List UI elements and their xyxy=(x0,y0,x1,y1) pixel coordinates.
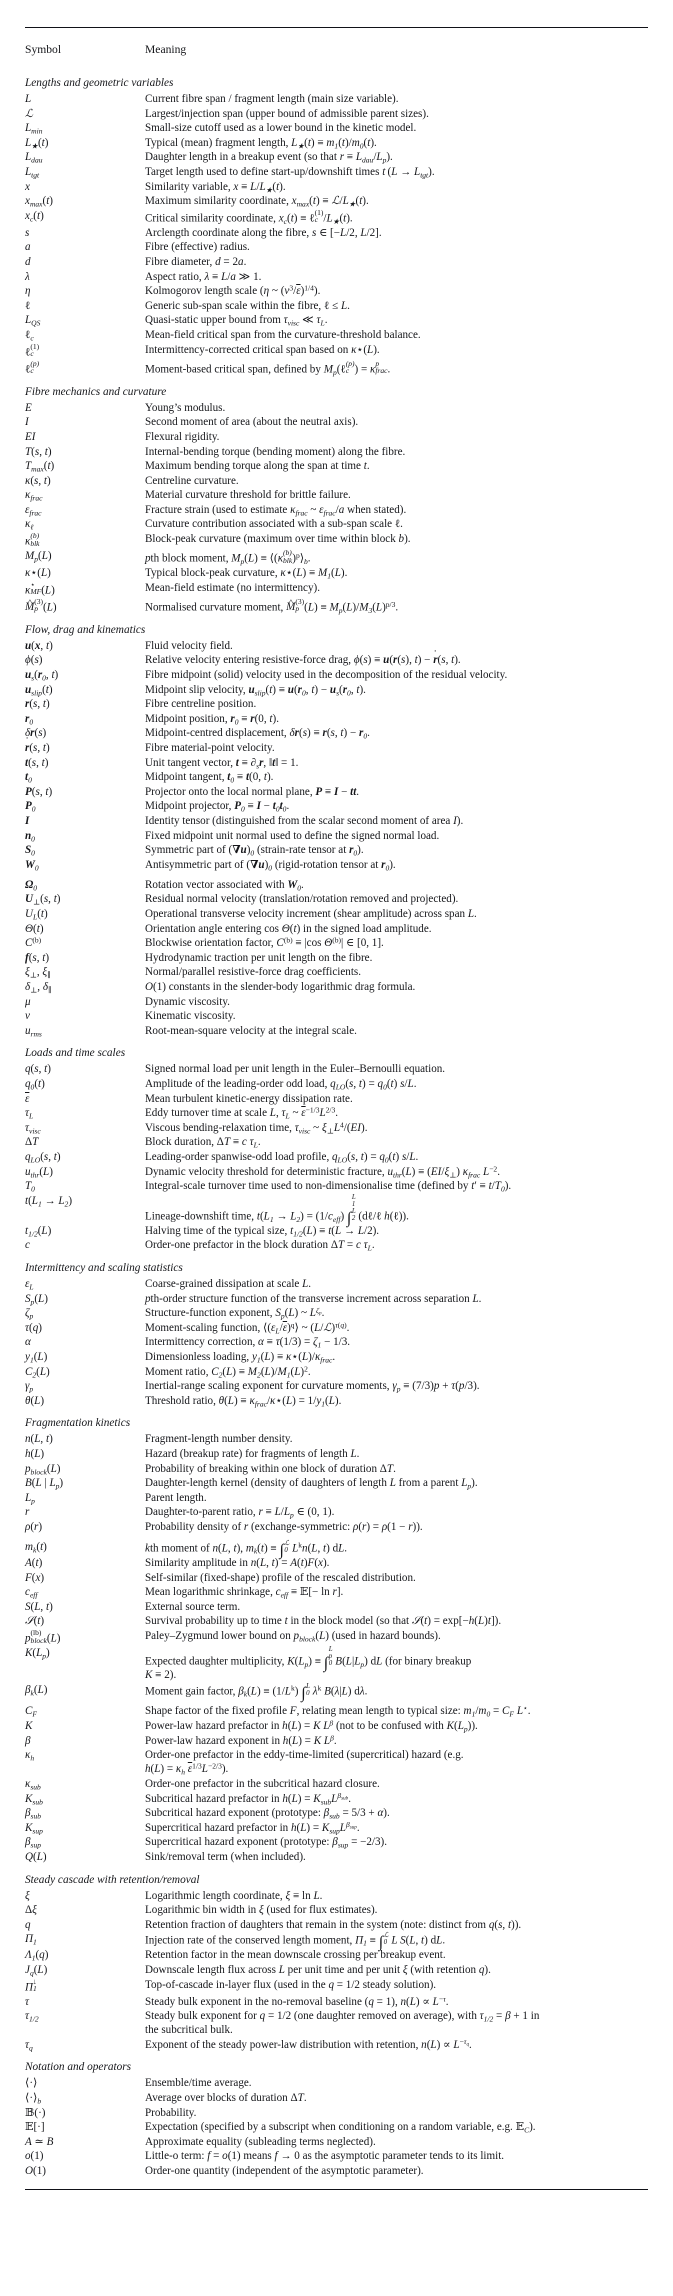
table-row: $L_{dau}$ Daughter length in a breakup event (so that $r \equiv L_{dau}/L_p$). xyxy=(25,151,393,165)
table-row: τ(q) Moment-scaling function, $⟨(\varepsilon_L/\overline{\varepsilon})^q⟩$ ~ (L/ℒ)$^{\tau(q)}$. xyxy=(25,1320,350,1336)
table-row: $C_F$ Shape factor of the fixed profile F, relating mean length to typical size: $m_1/m_0 = C_F$ L⋆. xyxy=(25,1703,531,1719)
table-row: $\Pi_1$ Injection rate of the conserved length moment, $\Pi_1$ ≡ ∫ ℒ 0 L S(L, t) dL. xyxy=(25,1932,446,1952)
group-heading-loads-time: Loads and time scales xyxy=(25,1047,126,1060)
table-row: $\beta_k(L)$ Moment gain factor, $\beta_k(L) \equiv (1/L^k)$ ∫ L 0 $\lambda^k$ B(λ|L) dλ. xyxy=(25,1683,368,1702)
table-row: $L_{tgt}$ Target length used to define start-up/downshift times t $(L \to L_{tgt})$. xyxy=(25,166,435,180)
table-row: ⟨·⟩ Ensemble/time average. xyxy=(25,2077,252,2090)
table-row: ρ(r) Probability density of r (exchange-symmetric: ρ(r) = ρ(1 − r)). xyxy=(25,1521,423,1534)
table-row: S(L, t) External source term. xyxy=(25,1600,241,1613)
table-row: $\tau_L$ Eddy turnover time at scale L, $\tau_L$ ~ $\overline{\varepsilon}^{-1/3}L^{2/3}$. xyxy=(25,1105,339,1121)
table-row: δr(s) Midpoint-centred displacement, δr(s) ≡ r(s, $t) - r_0$. xyxy=(25,727,370,741)
table-row: $S_0$ Symmetric part of $(\nabla u)_0$ (strain-rate tensor at $r_0$). xyxy=(25,844,364,858)
table-row: $\overline{\varepsilon}$ Mean turbulent kinetic-energy dissipation rate. xyxy=(25,1092,353,1105)
table-row: $u_{thr}(L)$ Dynamic velocity threshold for deterministic fracture, $u_{thr}(L) \equiv (EI/\xi_\perp)$ $\kappa_{frac}$ $L^{-2}$. xyxy=(25,1164,500,1180)
table-row: ΔT Block duration, ΔT ≡ c $\tau_L$. xyxy=(25,1136,261,1150)
group-heading-lengths: Lengths and geometric variables xyxy=(25,77,174,89)
table-row: κ (b) blk Block-peak curvature (maximum over time within block b). xyxy=(25,531,411,548)
table-row: $\tau_{visc}$ Viscous bending-relaxation time, $\tau_{visc}$ ~ $\xi_\perp L^4/(EI)$. xyxy=(25,1120,368,1136)
table-row: T(s, t) Internal-bending torque (bending moment) along the fibre. xyxy=(25,445,406,458)
table-row: EI Flexural rigidity. xyxy=(25,430,220,443)
table-row: $U_L(t)$ Operational transverse velocity increment (shear amplitude) across span L. xyxy=(25,908,477,922)
table-row: η Kolmogorov length scale (η ~ $(\nu^3/\overline{\varepsilon})^{1/4}$). xyxy=(25,283,321,298)
table-row: $L_{min}$ Small-size cutoff used as a lower bound in the kinetic model. xyxy=(25,122,417,136)
group-heading-intermittency: Intermittency and scaling statistics xyxy=(25,1261,183,1274)
table-row: $x_c(t)$ Critical similarity coordinate, $x_c(t)$ ≡ ℓ (1) c $/L_★(t)$. xyxy=(25,207,353,226)
table-row: F(x) Self-similar (fixed-shape) profile of the rescaled distribution. xyxy=(25,1571,416,1584)
table-row: $u_{rms}$ Root-mean-square velocity at the integral scale. xyxy=(25,1024,357,1039)
table-row: $u_s(r_0$, t) Fibre midpoint (solid) velocity used in the decomposition of the residual velocity. xyxy=(25,669,508,683)
table-row: $T_0$ Integral-scale turnover time used to non-dimensionalise time (defined by $t' \equiv t/T_0$). xyxy=(25,1180,512,1194)
table-row: $\varepsilon_L$ Coarse-grained dissipation at scale L. xyxy=(25,1278,312,1292)
column-header-meaning: Meaning xyxy=(145,43,187,56)
table-row: ℓ$_c$ Mean-field critical span from the curvature-threshold balance. xyxy=(25,329,421,343)
table-row: $L_★(t)$ Typical (mean) fragment length, $L_★(t) \equiv m_1(t)/m_0(t)$. xyxy=(25,136,377,151)
table-row: A ≃ B Approximate equality (subleading terms neglected). xyxy=(25,2135,376,2148)
group-heading-flow-drag: Flow, drag and kinematics xyxy=(25,623,146,636)
table-row: Q(L) Sink/removal term (when included). xyxy=(25,1850,306,1863)
table-row: $r_0$ Midpoint position, $r_0 \equiv r(0$, t). xyxy=(25,712,279,727)
table-row: $M_p(L)$ pth block moment, $M_p(L)$ ≡ ⟨(κ (b) blk )$^p⟩_b$. xyxy=(25,548,311,566)
table-row: Δξ Logarithmic bin width in ξ (used for flux estimates). xyxy=(25,1904,378,1917)
table-row: $U_\perp(s$, t) Residual normal velocity (translation/rotation removed and projected). xyxy=(25,893,459,907)
table-row: $T_{max}(t)$ Maximum bending torque along the span at time t. xyxy=(25,460,370,474)
table-row: $⟨\cdot⟩_b$ Average over blocks of duration ΔT. xyxy=(25,2092,307,2106)
table-row: $\tau_q$ Exponent of the steady power-law distribution with retention, $n(L) \propto L^{-\tau_q}$. xyxy=(25,2037,472,2053)
table-row: 𝒮(t) Survival probability up to time t in the block model (so that 𝒮(t) = exp[−h(L)t]). xyxy=(25,1615,502,1628)
table-row: $L_{QS}$ Quasi-static upper bound from $\tau_{visc}$ ≪ $\tau_L$. xyxy=(25,314,328,328)
table-row: ℓ (1) c Intermittency-corrected critical span based on κ⋆(L). xyxy=(25,341,380,359)
table-row: $\kappa_{frac}$ Material curvature threshold for brittle failure. xyxy=(25,489,351,503)
table-row: x Similarity variable, $x \equiv L/L_★(t)$. xyxy=(25,180,286,195)
table-row: ℓ Generic sub-span scale within the fibre, ℓ ≤ L. xyxy=(25,299,350,312)
table-row: $\kappa_{sub}$ Order-one prefactor in the subcritical hazard closure. xyxy=(25,1777,380,1792)
table-row: $\gamma_p$ Inertial-range scaling exponent for curvature moments, $\gamma_p \equiv (7/3)p + \tau(p/3)$. xyxy=(25,1380,480,1394)
table-row: $\kappa_\ell$ Curvature contribution associated with a sub-span scale ℓ. xyxy=(25,518,403,532)
table-row: $m_k(t)$ kth moment of n(L, t), $m_k(t)$ ≡ ∫ ℒ 0 $L^kn(L$, t) dL. xyxy=(25,1540,348,1559)
table-row: $u_{slip}(t)$ Midpoint slip velocity, $u_{slip}(t) \equiv u(r_0$, $t) - u_s(r_0$, t). xyxy=(25,683,366,698)
table-row: $t_{1/2}(L)$ Halving time of the typical size, $t_{1/2}(L) \equiv t(L \to L/2)$. xyxy=(25,1224,380,1239)
table-row: $c_{eff}$ Mean logarithmic shrinkage, $c_{eff}$ ≡ 𝔼[− ln r]. xyxy=(25,1586,344,1600)
table-row: r Daughter-to-parent ratio, $r \equiv L/L_p$ ∈ (0, 1). xyxy=(25,1506,335,1520)
table-row: p (lb) block (L) Paley–Zygmund lower bound on $p_{block}(L)$ (used in hazard bounds). xyxy=(25,1628,441,1645)
table-row: c Order-one prefactor in the block duration ΔT = c $\tau_L$. xyxy=(25,1239,375,1253)
table-row: $\beta_{sup}$ Supercritical hazard exponent (prototype: $\beta_{sup} = -2/3$). xyxy=(25,1836,388,1850)
table-row: $q_0(t)$ Amplitude of the leading-order odd load, $q_{LO}(s$, $t) = q_0(t)$ s/L. xyxy=(25,1078,417,1092)
table-row: $C^{(b)}$ Blockwise orientation factor, $C^{(b)} \equiv |\cos$ $\Theta^{(b)}|$ ∈ [0, 1]. xyxy=(25,935,384,950)
table-row: K Power-law hazard prefactor in h(L) = K $L^\beta$ (not to be confused with $K(L_p)$). xyxy=(25,1718,478,1734)
table-row: $K(L_p)$ Expected daughter multiplicity, $K(L_p)$ ≡ ∫ L p 0 $B(L|L_p)$ dL (for binary breakup K ≡ 2). xyxy=(25,1646,472,1682)
table-row: $W_0$ Antisymmetric part of $(\nabla u)_0$ (rigid-rotation tensor at $r_0$). xyxy=(25,858,396,873)
notation-table xyxy=(25,42,648,2179)
table-row: $\delta_\perp$, $\delta_\parallel$ O(1) constants in the slender-body logarithmic drag formula. xyxy=(25,980,416,995)
table-row: $\kappa_h$ Order-one prefactor in the eddy-time-limited (supercritical) hazard (e.g. $h(L) = \kappa_h$ $\overline{\varepsilon}^{1/3}L^{-2/3}$). xyxy=(25,1749,464,1777)
table-row: κ ⋆ MF (L) Mean-field estimate (no intermittency). xyxy=(25,579,320,597)
table-row: $y_1(L)$ Dimensionless loading, $y_1(L)$ ≡ $\kappa⋆(L)/\kappa_{frac}$. xyxy=(25,1351,336,1365)
table-row: n(L, t) Fragment-length number density. xyxy=(25,1433,293,1446)
table-row: $L_p$ Parent length. xyxy=(25,1491,207,1506)
table-row: $\beta_{sub}$ Subcritical hazard exponent (prototype: $\beta_{sub} = 5/3 + \alpha$). xyxy=(25,1807,390,1821)
table-row: β Power-law hazard exponent in h(L) = K $L^\beta$. xyxy=(25,1733,337,1747)
table-row: r ˙(s, t) Fibre material-point velocity. xyxy=(25,741,648,756)
notation-table-page xyxy=(0,27,673,2296)
table-row: ν Kinematic viscosity. xyxy=(25,1010,236,1023)
table-top-rule xyxy=(25,27,648,28)
table-row: $J_q(L)$ Downscale length flux across L per unit time and per unit ξ (with retention q). xyxy=(25,1963,491,1978)
table-row: μ Dynamic viscosity. xyxy=(25,995,230,1008)
table-row: q Retention fraction of daughters that remain in the system (note: distinct from q(s, t)). xyxy=(25,1918,522,1931)
table-row: α Intermittency correction, $\alpha \equiv \tau(1/3) = \zeta_1 - 1/3$. xyxy=(25,1336,351,1350)
table-row: r(s, t) Fibre centreline position. xyxy=(25,698,257,711)
table-row: $\Omega_0$ Rotation vector associated with $W_0$. xyxy=(25,878,304,893)
group-heading-steady-cascade: Steady cascade with retention/removal xyxy=(25,1873,200,1886)
table-row: $\tau_{1/2}$ Steady bulk exponent for q = 1/2 (one daughter removed on average), with $\tau_{1/2} = \beta + 1$ in the subcritical bulk. xyxy=(25,2010,540,2037)
table-row: $\Lambda_1(q)$ Retention factor in the mean downscale crossing per breakup event. xyxy=(25,1949,446,1963)
table-row: ξ Logarithmic length coordinate, ξ ≡ ln L. xyxy=(25,1889,323,1902)
table-row: $K_{sup}$ Supercritical hazard prefactor in $h(L) = K_{sup}L^{\beta_{sup}}$. xyxy=(25,1820,360,1836)
table-row: I Second moment of area (about the neutral axis). xyxy=(25,416,359,429)
table-row: h(L) Hazard (breakup rate) for fragments of length L. xyxy=(25,1448,360,1461)
table-row: κ⋆(L) Typical block-peak curvature, κ⋆(L) ≡ $M_1(L)$. xyxy=(25,567,348,581)
table-row: ϕ(s) Relative velocity entering resistive-force drag, ϕ(s) ≡ u(r(s), t) − r ˙(s, t). xyxy=(25,653,648,668)
group-heading-notation-operators: Notation and operators xyxy=(25,2061,132,2074)
table-row: $\xi_\perp$, $\xi_\parallel$ Normal/parallel resistive-force drag coefficients. xyxy=(25,966,362,980)
table-bottom-rule xyxy=(25,2189,648,2190)
table-row: A(t) Similarity amplitude in n(L, t) = A(t)F(x). xyxy=(25,1557,330,1570)
table-row: a Fibre (effective) radius. xyxy=(25,241,250,254)
table-row: s Arclength coordinate along the fibre, s ∈ [−L/2, L/2]. xyxy=(25,226,382,239)
group-heading-fragmentation: Fragmentation kinetics xyxy=(25,1417,131,1430)
table-row: o(1) Little-o term: f = o(1) means f → 0 as the asymptotic parameter tends to its limit. xyxy=(25,2150,505,2163)
table-row: E Young’s modulus. xyxy=(25,401,226,414)
table-row: q(s, t) Signed normal load per unit length in the Euler–Bernoulli equation. xyxy=(25,1063,446,1076)
table-row: $x_{max}(t)$ Maximum similarity coordinate, $x_{max}(t)$ ≡ $ℒ/L_★(t)$. xyxy=(25,195,369,209)
table-header-row xyxy=(25,42,648,68)
table-row: 𝔼[·] Expectation (specified by a subscript when conditioning on a random variable, e.g. 𝔼$_C$). xyxy=(25,2121,536,2135)
table-row: ℓ (p) c Moment-based critical span, defined by $M_p(\ell$ (p) c ) = κ p frac . xyxy=(25,358,391,377)
table-row: $q_{LO}(s$, t) Leading-order spanwise-odd load profile, $q_{LO}(s$, $t) = q_0(t)$ s/L. xyxy=(25,1151,419,1165)
table-row: $S_p(L)$ pth-order structure function of the transverse increment across separation L. xyxy=(25,1292,482,1307)
table-row: L Current fibre span / fragment length (main size variable). xyxy=(25,93,399,106)
table-row: $C_2(L)$ Moment ratio, $C_2(L) \equiv M_2(L)/M_1(L)^2$. xyxy=(25,1363,311,1379)
table-row: θ(L) Threshold ratio, $\theta(L) \equiv \kappa_{frac}/\kappa⋆(L) = 1/y_1(L)$. xyxy=(25,1394,342,1409)
table-row: M ^ (3) p (L) Normalised curvature moment, M ^ (3) p $(L) \equiv M_p(L)/M_3(L)^{p/3}$. xyxy=(25,598,648,615)
column-header-symbol: Symbol xyxy=(25,43,62,56)
table-row: $K_{sub}$ Subcritical hazard prefactor in $h(L) = K_{sub}L^{\beta_{sub}}$. xyxy=(25,1790,352,1806)
table-row: P(s, t) Projector onto the local normal plane, P ≡ I − tt. xyxy=(25,785,360,798)
table-row: $t_0$ Midpoint tangent, $t_0 \equiv t(0$, t). xyxy=(25,771,274,785)
table-row: Θ(t) Orientation angle entering cos Θ(t) in the signed load amplitude. xyxy=(25,922,432,935)
table-row: $\varepsilon_{frac}$ Fracture strain (used to estimate $\kappa_{frac}$ ~ $\varepsilon_{frac}/a$ when stated). xyxy=(25,503,407,518)
table-row: λ Aspect ratio, λ ≡ L/a ≫ 1. xyxy=(25,270,262,283)
table-row: $\zeta_p$ Structure-function exponent, $S_p(L)$ ~ $L^{\zeta_p}$. xyxy=(25,1305,325,1321)
table-row: B(L | $L_p$) Daughter-length kernel (density of daughters of length L from a parent $L_p$). xyxy=(25,1477,478,1491)
table-row: d Fibre diameter, d = 2a. xyxy=(25,256,247,269)
table-row: $n_0$ Fixed midpoint unit normal used to define the signed normal load. xyxy=(25,829,440,843)
table-row: O(1) Order-one quantity (independent of the asymptotic parameter). xyxy=(25,2165,424,2178)
table-row: Π ↓ 1 Top-of-cascade in-layer flux (used in the q = 1/2 steady solution). xyxy=(25,1976,437,1994)
table-row: t(s, t) Unit tangent vector, $t \equiv \partial_sr$, ‖t‖ = 1. xyxy=(25,756,299,770)
table-row: $p_{block}(L)$ Probability of breaking within one block of duration ΔT. xyxy=(25,1462,396,1477)
table-row: f(s, t) Hydrodynamic traction per unit length on the fibre. xyxy=(25,951,373,964)
table-row: I Identity tensor (distinguished from the scalar second moment of area I). xyxy=(25,814,464,827)
group-heading-fibre-mechanics: Fibre mechanics and curvature xyxy=(25,385,167,398)
table-row: $t(L_1 \to L_2)$ Lineage-downshift time, $t(L_1 \to L_2) = (1/c_{eff})$ ∫ L 1 L 2 (dℓ/ℓ h(ℓ)). xyxy=(25,1193,409,1227)
table-row: τ Steady bulk exponent in the no-removal baseline (q = 1), $n(L) \propto L^{-\tau}$. xyxy=(25,1993,449,2008)
table-row: ℒ Largest/injection span (upper bound of admissible parent sizes). xyxy=(25,107,429,120)
table-row: κ(s, t) Centreline curvature. xyxy=(25,474,239,487)
table-row: 𝔹(·) Probability. xyxy=(25,2106,197,2119)
table-row: $P_0$ Midpoint projector, $P_0 \equiv I - t_0t_0$. xyxy=(25,800,290,814)
table-row: u(x, t) Fluid velocity field. xyxy=(25,639,233,652)
